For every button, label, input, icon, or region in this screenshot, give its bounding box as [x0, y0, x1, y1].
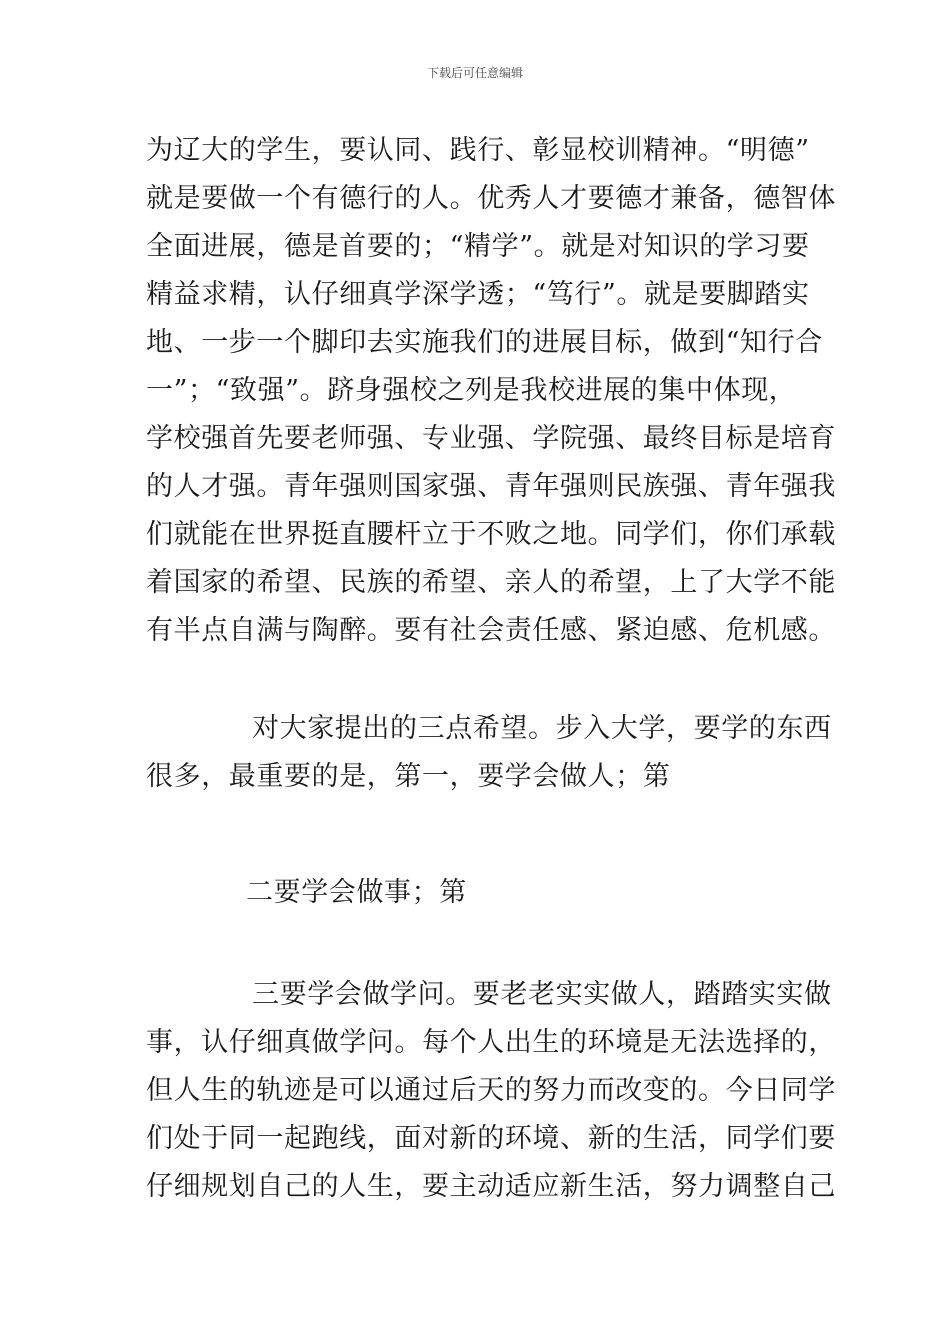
- text-line: 三要学会做学问。要老老实实做人，踏踏实实做: [252, 979, 832, 1010]
- text-line: 学校强首先要老师强、专业强、学院强、最终目标是培育: [146, 423, 836, 454]
- text-line: 仔细规划自己的人生，要主动适应新生活，努力调整自己: [146, 1171, 836, 1202]
- text-line: 着国家的希望、民族的希望、亲人的希望，上了大学不能: [146, 567, 836, 598]
- text-line: 有半点自满与陶醉。要有社会责任感、紧迫感、危机感。: [146, 615, 836, 646]
- text-line: 们就能在世界挺直腰杆立于不败之地。同学们，你们承载: [146, 519, 836, 550]
- text-line: 对大家提出的三点希望。步入大学，要学的东西: [252, 713, 832, 744]
- text-line: 很多，最重要的是，第一，要学会做人；第: [146, 761, 671, 792]
- page-header: 下载后可任意编辑: [426, 66, 523, 80]
- text-line: 就是要做一个有德行的人。优秀人才要德才兼备，德智体: [146, 183, 836, 214]
- text-line: 为辽大的学生，要认同、践行、彰显校训精神。“明德”: [146, 135, 810, 166]
- text-line: 地、一步一个脚印去实施我们的进展目标，做到“知行合: [146, 327, 823, 358]
- text-line: 但人生的轨迹是可以通过后天的努力而改变的。今日同学: [146, 1075, 836, 1106]
- text-line: 二要学会做事；第: [246, 877, 467, 908]
- text-line: 的人才强。青年强则国家强、青年强则民族强、青年强我: [146, 471, 836, 502]
- text-line: 精益求精，认仔细真学深学透；“笃行”。就是要脚踏实: [146, 279, 810, 310]
- text-line: 一”；“致强”。跻身强校之列是我校进展的集中体现，: [146, 375, 797, 406]
- text-line: 全面进展，德是首要的；“精学”。就是对知识的学习要: [146, 231, 810, 262]
- text-line: 们处于同一起跑线，面对新的环境、新的生活，同学们要: [146, 1123, 836, 1154]
- text-line: 事，认仔细真做学问。每个人出生的环境是无法选择的，: [146, 1027, 836, 1058]
